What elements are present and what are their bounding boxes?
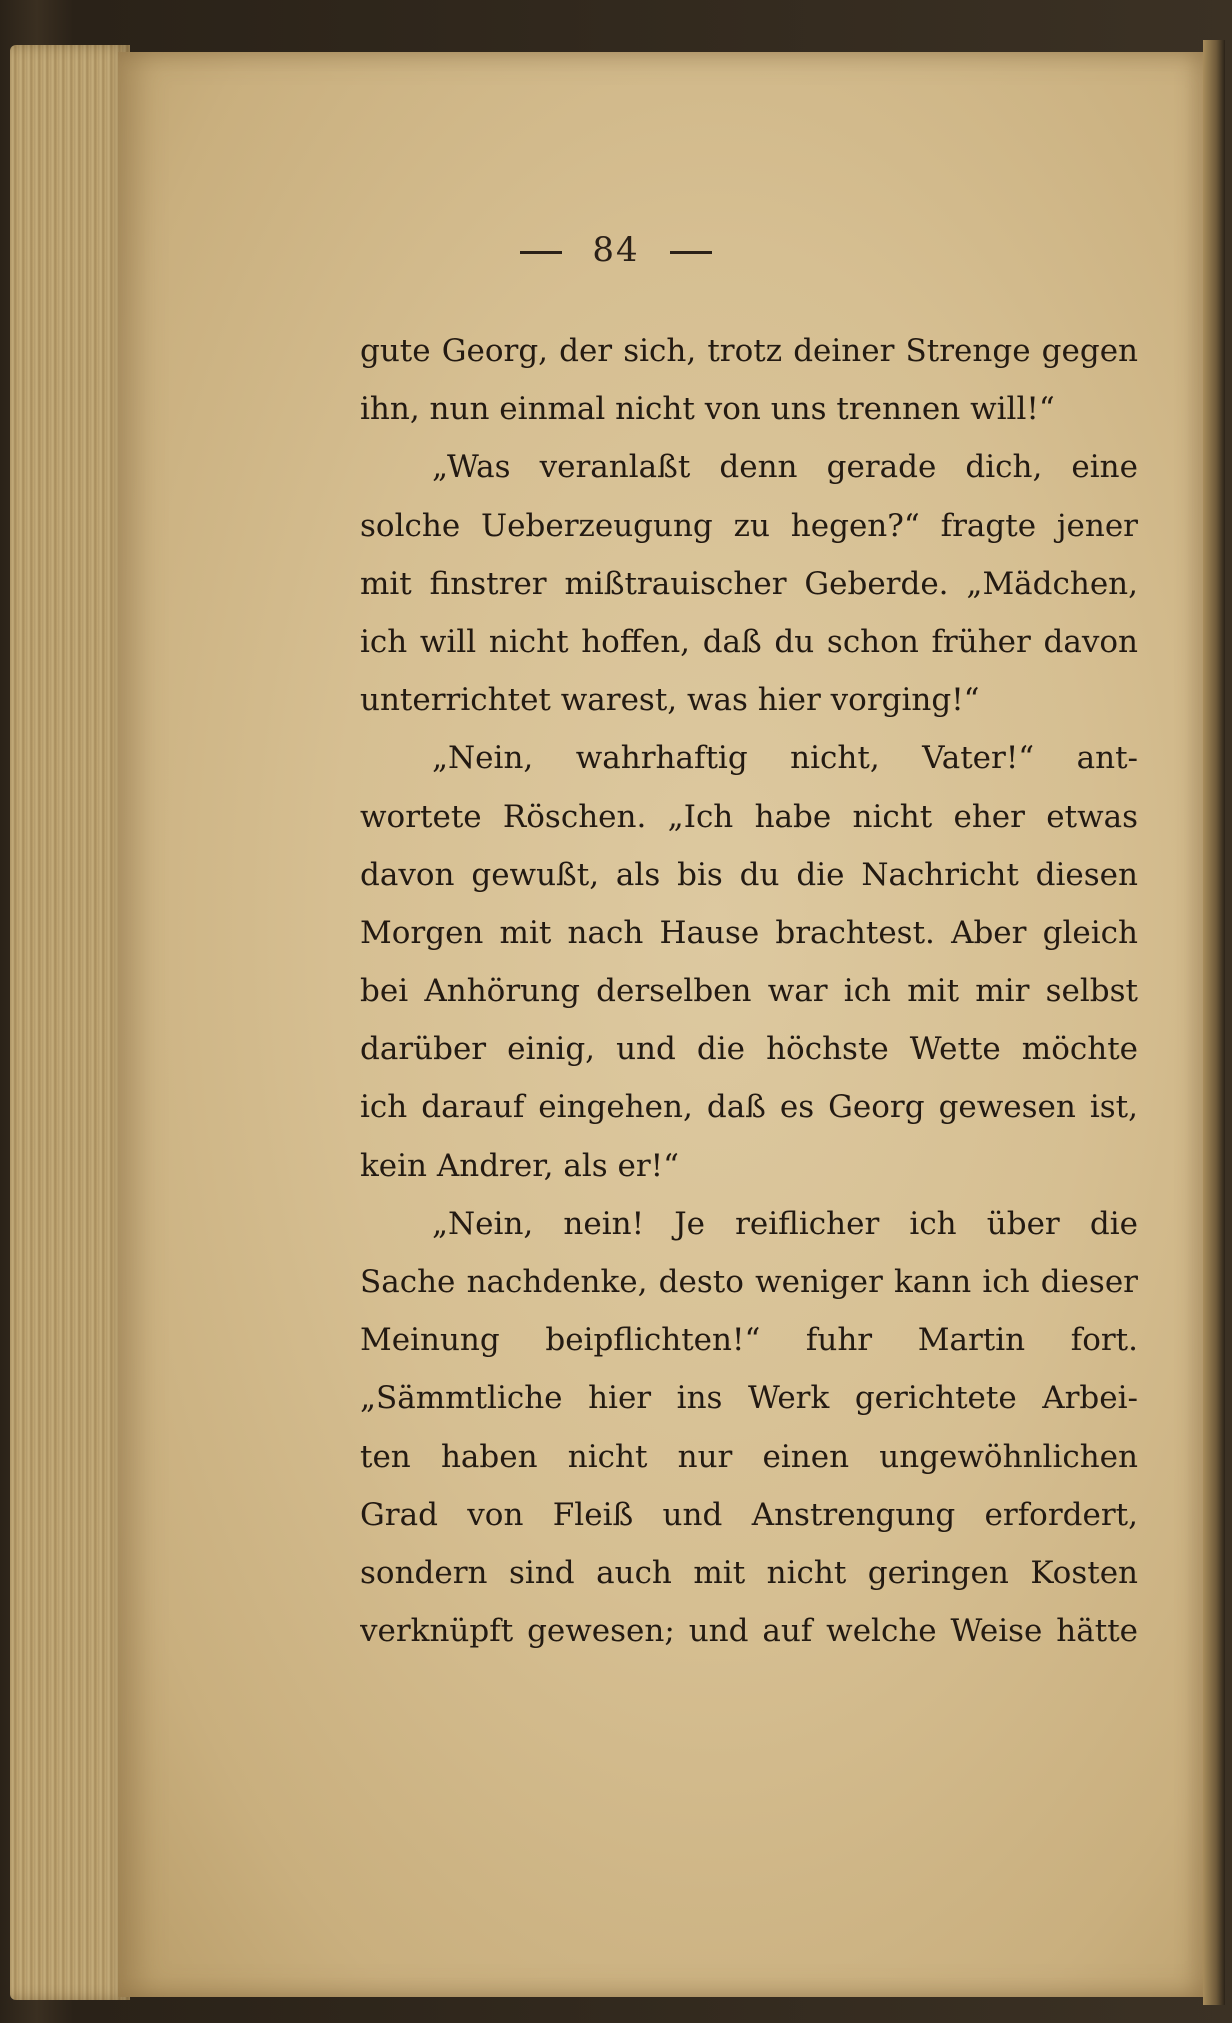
text-line: verknüpft gewesen; und auf welche Weise hätte — [360, 1613, 1138, 1650]
page-number: 84 — [592, 230, 640, 270]
text-line: „Sämmtliche hier ins Werk gerichtete Arbei- — [360, 1380, 1138, 1417]
text-line: Meinung beipflichten!“ fuhr Martin fort. — [360, 1322, 1138, 1359]
text-line: Morgen mit nach Hause brachtest. Aber gleich — [360, 914, 1138, 951]
text-line: ihn, nun einmal nicht von uns trennen will!“ — [360, 391, 1055, 428]
header-dash-right — [670, 251, 712, 254]
text-line: unterrichtet warest, was hier vorging!“ — [360, 682, 980, 719]
text-line: Grad von Fleiß und Anstrengung erfordert, — [360, 1496, 1138, 1533]
page-stack-edge — [10, 45, 130, 2000]
text-line: solche Ueberzeugung zu hegen?“ fragte jener — [360, 507, 1138, 544]
page-right-edge — [1203, 40, 1225, 2005]
text-line: davon gewußt, als bis du die Nachricht diesen — [360, 856, 1138, 893]
text-line: darüber einig, und die höchste Wette möchte — [360, 1031, 1138, 1068]
text-line: „Nein, wahrhaftig nicht, Vater!“ ant- — [432, 740, 1138, 777]
text-line: wortete Röschen. „Ich habe nicht eher etwas — [360, 798, 1138, 835]
page-header — [0, 230, 1232, 270]
text-line: „Was veranlaßt denn gerade dich, eine — [432, 449, 1138, 486]
body-text — [360, 322, 1138, 1660]
text-line: Sache nachdenke, desto weniger kann ich dieser — [360, 1264, 1138, 1300]
text-line: ten haben nicht nur einen ungewöhnlichen — [360, 1438, 1138, 1475]
text-line: sondern sind auch mit nicht geringen Kosten — [360, 1554, 1138, 1591]
text-line: gute Georg, der sich, trotz deiner Strenge gegen — [360, 333, 1138, 369]
header-dash-left — [520, 251, 562, 254]
text-line: ich will nicht hoffen, daß du schon früher davon — [360, 623, 1138, 660]
text-line: bei Anhörung derselben war ich mit mir selbst — [360, 973, 1138, 1010]
text-line: ich darauf eingehen, daß es Georg gewesen ist, — [360, 1089, 1138, 1126]
text-line: „Nein, nein! Je reiflicher ich über die — [432, 1205, 1138, 1242]
text-line: kein Andrer, als er!“ — [360, 1147, 679, 1184]
text-line: mit finstrer mißtrauischer Geberde. „Mädchen, — [360, 565, 1138, 602]
